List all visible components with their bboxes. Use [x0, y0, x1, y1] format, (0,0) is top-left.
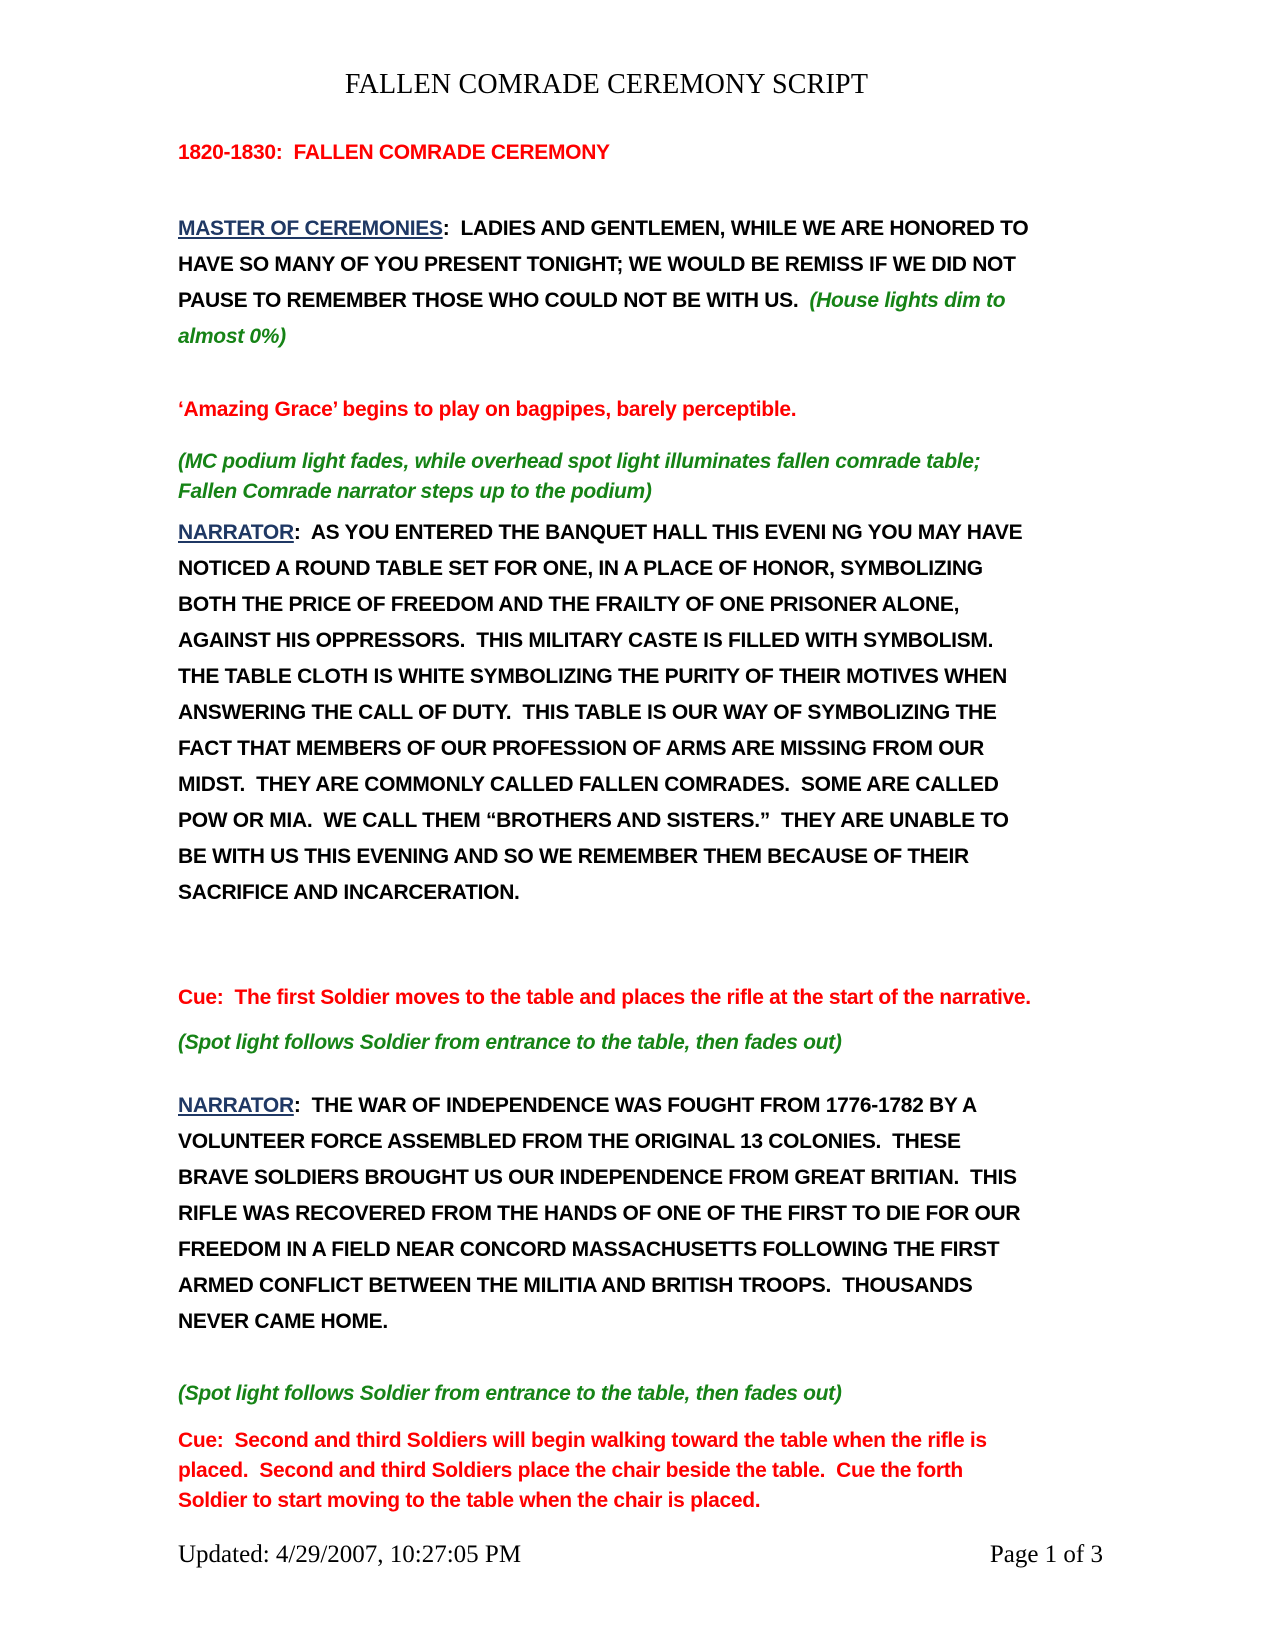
stage-direction-spotlight-2: (Spot light follows Soldier from entrance to the table, then fades out) — [178, 1382, 842, 1405]
footer-updated-timestamp: Updated: 4/29/2007, 10:27:05 PM — [178, 1541, 522, 1568]
narrator-1-speech: AS YOU ENTERED THE BANQUET HALL THIS EVENI NG YOU MAY HAVE NOTICED A ROUND TABLE SET FOR ONE, IN A PLACE OF HONOR, SYMBOLIZING BOTH THE PRICE OF FREEDOM AND THE FRAILTY OF ONE PRISONER ALONE, AGAINST HIS OPPRESSORS. THIS MILITARY CASTE IS FILLED WITH SYMBOLISM. THE TABLE CLOTH IS WHITE SYMBOLIZING THE PURITY OF THEIR MOTIVES WHEN ANSWERING THE CALL OF DUTY. THIS TABLE IS OUR WAY OF SYMBOLIZING THE FACT THAT MEMBERS OF OUR PROFESSION OF ARMS ARE MISSING FROM OUR MIDST. THEY ARE COMMONLY CALLED FALLEN COMRADES. SOME ARE CALLED POW OR MIA. WE CALL THEM “BROTHERS AND SISTERS.” THEY ARE UNABLE TO BE WITH US THIS EVENING AND SO WE REMEMBER THEM BECAUSE OF THEIR SACRIFICE AND INCARCERATION. — [178, 521, 1028, 904]
narrator-paragraph-1 — [178, 515, 1035, 911]
page-footer — [178, 1540, 1103, 1570]
narrator-1-separator: : — [293, 521, 311, 544]
narrator-1-speaker-label: NARRATOR — [178, 521, 294, 544]
section-heading: 1820-1830: FALLEN COMRADE CEREMONY — [178, 141, 610, 164]
footer-page-number: Page 1 of 3 — [989, 1541, 1103, 1568]
music-cue: ‘Amazing Grace’ begins to play on bagpipes, barely perceptible. — [178, 398, 797, 421]
narrator-2-speech: THE WAR OF INDEPENDENCE WAS FOUGHT FROM 1776-1782 BY A VOLUNTEER FORCE ASSEMBLED FROM THE ORIGINAL 13 COLONIES. THESE BRAVE SOLDIERS BROUGHT US OUR INDEPENDENCE FROM GREAT BRITIAN. THIS RIFLE WAS RECOVERED FROM THE HANDS OF ONE OF THE FIRST TO DIE FOR OUR FREEDOM IN A FIELD NEAR CONCORD MASSACHUSETTS FOLLOWING THE FIRST ARMED CONFLICT BETWEEN THE MILITIA AND BRITISH TROOPS. THOUSANDS NEVER CAME HOME. — [178, 1094, 1026, 1333]
narrator-2-speaker-label: NARRATOR — [178, 1094, 294, 1117]
stage-direction-spotlight-1: (Spot light follows Soldier from entrance to the table, then fades out) — [178, 1031, 842, 1054]
narrator-paragraph-2 — [178, 1088, 1035, 1340]
mc-stage-direction: (House lights dim to almost 0%) — [178, 289, 1011, 348]
document-title: FALLEN COMRADE CEREMONY SCRIPT — [344, 69, 869, 100]
cue-second-third-soldiers: Cue: Second and third Soldiers will begin walking toward the table when the rifle is placed. Second and third Soldiers place the chair beside the table. Cue the forth Soldier to start moving to the table when the chair is placed. — [178, 1429, 993, 1512]
mc-speech: LADIES AND GENTLEMEN, WHILE WE ARE HONORED TO HAVE SO MANY OF YOU PRESENT TONIGHT; WE WOULD BE REMISS IF WE DID NOT PAUSE TO REMEMBER THOSE WHO COULD NOT BE WITH US. — [178, 217, 1034, 312]
narrator-2-separator: : — [293, 1094, 312, 1117]
stage-direction-mc-podium: (MC podium light fades, while overhead spot light illuminates fallen comrade table; Fallen Comrade narrator steps up to the podium) — [178, 450, 992, 503]
mc-separator: : — [442, 217, 461, 240]
mc-speaker-label: MASTER OF CEREMONIES — [178, 217, 443, 240]
cue-first-soldier: Cue: The first Soldier moves to the table and places the rifle at the start of the narrative. — [178, 986, 1031, 1009]
mc-paragraph — [178, 211, 1035, 355]
